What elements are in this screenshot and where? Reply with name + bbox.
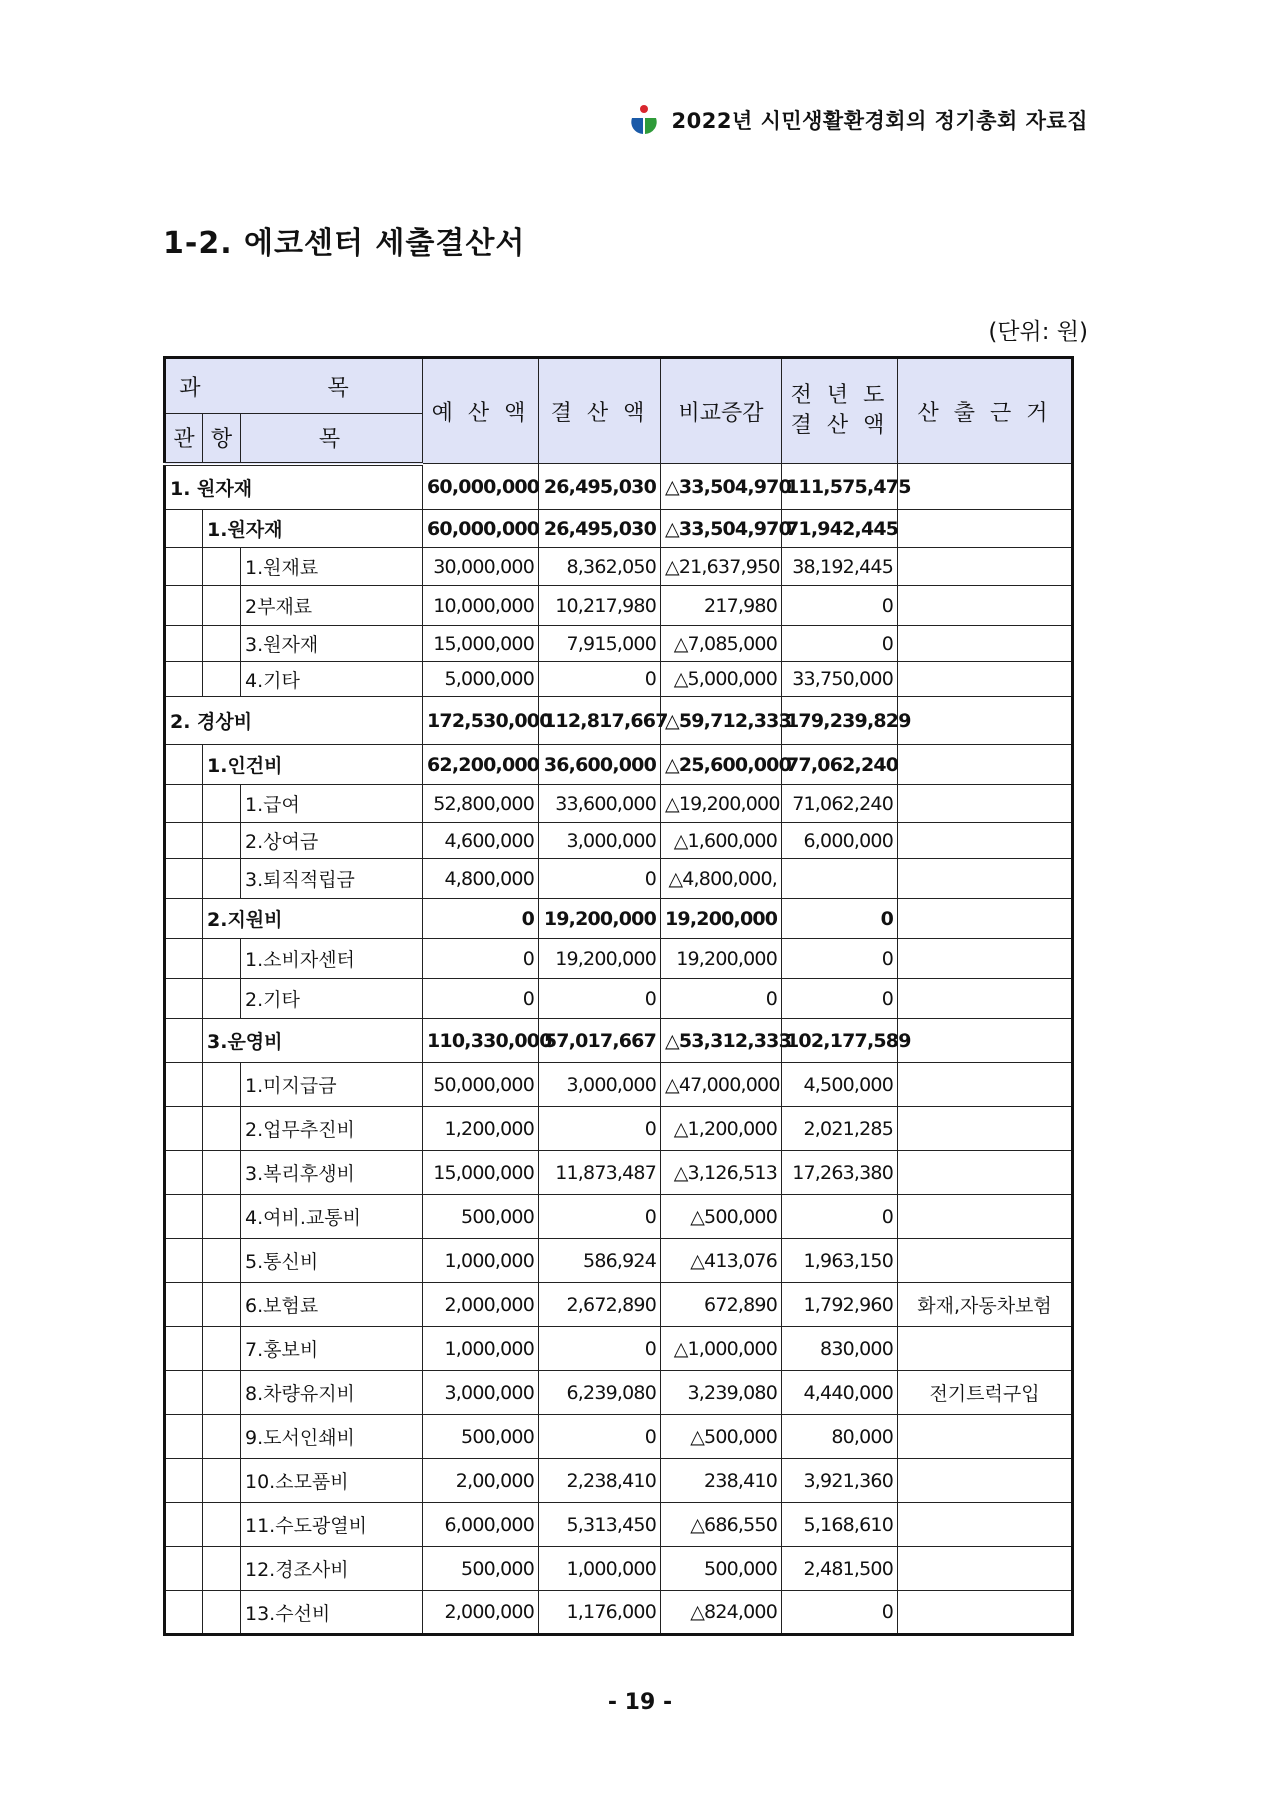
diff-cell: 3,239,080 — [661, 1371, 782, 1415]
budget-cell: 52,800,000 — [423, 785, 539, 823]
row-label: 2.상여금 — [241, 823, 423, 859]
indent-cell — [165, 586, 203, 626]
indent-cell — [165, 1239, 203, 1283]
prev-year-cell: 80,000 — [782, 1415, 898, 1459]
prev-year-cell: 0 — [782, 626, 898, 662]
indent-cell — [165, 510, 203, 548]
diff-cell: △7,085,000 — [661, 626, 782, 662]
settlement-cell: 1,176,000 — [539, 1591, 661, 1635]
budget-cell: 2,000,000 — [423, 1283, 539, 1327]
indent-cell — [203, 1415, 241, 1459]
table-body — [165, 464, 1073, 1635]
gwan-header: 관 — [165, 414, 203, 464]
row-label: 2부재료 — [241, 586, 423, 626]
budget-cell: 500,000 — [423, 1195, 539, 1239]
diff-cell: 672,890 — [661, 1283, 782, 1327]
table-row — [165, 823, 1073, 859]
budget-cell: 172,530,000 — [423, 697, 539, 745]
indent-cell — [165, 662, 203, 697]
indent-cell — [165, 1063, 203, 1107]
budget-cell: 6,000,000 — [423, 1503, 539, 1547]
settlement-cell: 19,200,000 — [539, 939, 661, 979]
budget-cell: 500,000 — [423, 1415, 539, 1459]
diff-cell: △1,200,000 — [661, 1107, 782, 1151]
diff-cell: △824,000 — [661, 1591, 782, 1635]
indent-cell — [203, 1107, 241, 1151]
diff-cell: 238,410 — [661, 1459, 782, 1503]
budget-cell: 1,000,000 — [423, 1239, 539, 1283]
indent-cell — [203, 1283, 241, 1327]
indent-cell — [165, 785, 203, 823]
indent-cell — [203, 586, 241, 626]
table-row — [165, 1151, 1073, 1195]
indent-cell — [165, 823, 203, 859]
indent-cell — [165, 979, 203, 1019]
prev-year-cell: 4,440,000 — [782, 1371, 898, 1415]
row-label: 1.소비자센터 — [241, 939, 423, 979]
indent-cell — [165, 1019, 203, 1063]
settlement-header: 결 산 액 — [539, 358, 661, 464]
diff-cell: △500,000 — [661, 1415, 782, 1459]
table-row — [165, 1415, 1073, 1459]
basis-cell — [898, 662, 1073, 697]
table-row — [165, 1371, 1073, 1415]
settlement-cell: 3,000,000 — [539, 1063, 661, 1107]
budget-cell: 30,000,000 — [423, 548, 539, 586]
indent-cell — [165, 1503, 203, 1547]
prev-year-cell: 1,963,150 — [782, 1239, 898, 1283]
row-label: 2. 경상비 — [165, 697, 423, 745]
indent-cell — [203, 1503, 241, 1547]
basis-cell — [898, 1459, 1073, 1503]
basis-cell — [898, 899, 1073, 939]
basis-cell — [898, 1019, 1073, 1063]
settlement-cell: 26,495,030 — [539, 510, 661, 548]
budget-cell: 15,000,000 — [423, 1151, 539, 1195]
row-label: 7.홍보비 — [241, 1327, 423, 1371]
basis-cell — [898, 1327, 1073, 1371]
indent-cell — [203, 1195, 241, 1239]
row-label: 1.인건비 — [203, 745, 423, 785]
indent-cell — [165, 1547, 203, 1591]
diff-cell: △1,000,000 — [661, 1327, 782, 1371]
prev-year-cell: 17,263,380 — [782, 1151, 898, 1195]
table-row — [165, 1239, 1073, 1283]
diff-cell: △413,076 — [661, 1239, 782, 1283]
basis-cell — [898, 979, 1073, 1019]
indent-cell — [203, 1239, 241, 1283]
budget-cell: 4,600,000 — [423, 823, 539, 859]
indent-cell — [203, 626, 241, 662]
indent-cell — [165, 1107, 203, 1151]
prev-year-cell: 0 — [782, 586, 898, 626]
indent-cell — [203, 1063, 241, 1107]
row-label: 13.수선비 — [241, 1591, 423, 1635]
row-label: 1.미지급금 — [241, 1063, 423, 1107]
budget-cell: 10,000,000 — [423, 586, 539, 626]
prev-year-cell: 1,792,960 — [782, 1283, 898, 1327]
prev-year-cell: 4,500,000 — [782, 1063, 898, 1107]
table-row — [165, 464, 1073, 510]
row-label: 3.퇴직적립금 — [241, 859, 423, 899]
prev-year-cell: 179,239,829 — [782, 697, 898, 745]
indent-cell — [165, 1415, 203, 1459]
basis-cell — [898, 859, 1073, 899]
settlement-cell: 0 — [539, 662, 661, 697]
indent-cell — [165, 548, 203, 586]
prev-year-cell: 0 — [782, 1591, 898, 1635]
prev-year-cell: 33,750,000 — [782, 662, 898, 697]
row-label: 4.여비.교통비 — [241, 1195, 423, 1239]
prev-year-header — [782, 358, 898, 464]
prev-year-cell: 6,000,000 — [782, 823, 898, 859]
budget-cell: 2,00,000 — [423, 1459, 539, 1503]
indent-cell — [165, 1459, 203, 1503]
diff-cell: △1,600,000 — [661, 823, 782, 859]
budget-cell: 0 — [423, 939, 539, 979]
settlement-cell: 586,924 — [539, 1239, 661, 1283]
settlement-cell: 5,313,450 — [539, 1503, 661, 1547]
basis-cell — [898, 548, 1073, 586]
settlement-cell: 0 — [539, 1195, 661, 1239]
basis-cell — [898, 510, 1073, 548]
prev-year-cell: 71,942,445 — [782, 510, 898, 548]
row-label: 2.업무추진비 — [241, 1107, 423, 1151]
basis-cell: 전기트럭구입 — [898, 1371, 1073, 1415]
diff-cell: 0 — [661, 979, 782, 1019]
indent-cell — [203, 785, 241, 823]
row-label: 12.경조사비 — [241, 1547, 423, 1591]
settlement-cell: 26,495,030 — [539, 464, 661, 510]
organization-logo-icon — [628, 104, 660, 136]
indent-cell — [203, 979, 241, 1019]
indent-cell — [203, 859, 241, 899]
settlement-cell: 0 — [539, 979, 661, 1019]
diff-cell: 19,200,000 — [661, 899, 782, 939]
budget-cell: 1,200,000 — [423, 1107, 539, 1151]
hang-header: 항 — [203, 414, 241, 464]
budget-cell: 60,000,000 — [423, 510, 539, 548]
row-label: 1.원자재 — [203, 510, 423, 548]
diff-cell: △25,600,000 — [661, 745, 782, 785]
table-row — [165, 1547, 1073, 1591]
table-row — [165, 1591, 1073, 1635]
basis-cell — [898, 1415, 1073, 1459]
diff-cell: △686,550 — [661, 1503, 782, 1547]
settlement-cell: 8,362,050 — [539, 548, 661, 586]
indent-cell — [203, 662, 241, 697]
prev-year-cell: 5,168,610 — [782, 1503, 898, 1547]
basis-cell — [898, 1591, 1073, 1635]
settlement-cell: 36,600,000 — [539, 745, 661, 785]
basis-cell — [898, 697, 1073, 745]
settlement-cell: 10,217,980 — [539, 586, 661, 626]
page-title: 1-2. 에코센터 세출결산서 — [163, 226, 526, 261]
diff-cell: △3,126,513 — [661, 1151, 782, 1195]
diff-cell: 217,980 — [661, 586, 782, 626]
budget-cell: 15,000,000 — [423, 626, 539, 662]
prev-year-cell: 0 — [782, 899, 898, 939]
basis-cell — [898, 464, 1073, 510]
prev-year-cell: 0 — [782, 1195, 898, 1239]
page-number: - 19 - — [607, 1690, 673, 1715]
header-row-1 — [165, 358, 1073, 414]
row-label: 6.보험료 — [241, 1283, 423, 1327]
settlement-cell: 33,600,000 — [539, 785, 661, 823]
basis-cell — [898, 785, 1073, 823]
indent-cell — [165, 859, 203, 899]
table-row — [165, 899, 1073, 939]
table-row — [165, 979, 1073, 1019]
settlement-cell: 19,200,000 — [539, 899, 661, 939]
settlement-cell: 112,817,667 — [539, 697, 661, 745]
settlement-cell: 7,915,000 — [539, 626, 661, 662]
table-row — [165, 1063, 1073, 1107]
unit-label: (단위: 원) — [988, 319, 1088, 345]
table-row — [165, 1283, 1073, 1327]
indent-cell — [165, 745, 203, 785]
table-row — [165, 662, 1073, 697]
indent-cell — [203, 548, 241, 586]
settlement-cell: 0 — [539, 1107, 661, 1151]
settlement-cell: 2,672,890 — [539, 1283, 661, 1327]
diff-cell: △19,200,000 — [661, 785, 782, 823]
settlement-cell: 57,017,667 — [539, 1019, 661, 1063]
basis-cell — [898, 1547, 1073, 1591]
indent-cell — [203, 1151, 241, 1195]
prev-year-cell: 2,481,500 — [782, 1547, 898, 1591]
basis-cell — [898, 626, 1073, 662]
budget-cell: 2,000,000 — [423, 1591, 539, 1635]
prev-year-cell: 0 — [782, 939, 898, 979]
diff-cell: △21,637,950 — [661, 548, 782, 586]
indent-cell — [203, 1459, 241, 1503]
budget-cell: 50,000,000 — [423, 1063, 539, 1107]
indent-cell — [165, 1371, 203, 1415]
row-label: 1.급여 — [241, 785, 423, 823]
table-row — [165, 510, 1073, 548]
diff-cell: △47,000,000 — [661, 1063, 782, 1107]
settlement-cell: 0 — [539, 1327, 661, 1371]
table-row — [165, 1327, 1073, 1371]
prev-year-cell: 3,921,360 — [782, 1459, 898, 1503]
prev-year-header-line2: 결 산 액 — [790, 413, 889, 438]
expenditure-settlement-table — [163, 356, 1074, 1636]
indent-cell — [203, 939, 241, 979]
settlement-cell: 6,239,080 — [539, 1371, 661, 1415]
diff-header: 비교증감 — [661, 358, 782, 464]
prev-year-cell: 102,177,589 — [782, 1019, 898, 1063]
settlement-cell: 0 — [539, 1415, 661, 1459]
table-row — [165, 548, 1073, 586]
indent-cell — [165, 626, 203, 662]
prev-year-cell — [782, 859, 898, 899]
indent-cell — [165, 1283, 203, 1327]
basis-cell — [898, 939, 1073, 979]
budget-cell: 5,000,000 — [423, 662, 539, 697]
table-row — [165, 859, 1073, 899]
budget-cell: 62,200,000 — [423, 745, 539, 785]
table-row — [165, 626, 1073, 662]
prev-year-cell: 2,021,285 — [782, 1107, 898, 1151]
table-row — [165, 697, 1073, 745]
basis-cell — [898, 823, 1073, 859]
row-label: 4.기타 — [241, 662, 423, 697]
mok-header: 목 — [241, 414, 423, 464]
budget-cell: 60,000,000 — [423, 464, 539, 510]
budget-cell: 0 — [423, 899, 539, 939]
budget-cell: 110,330,000 — [423, 1019, 539, 1063]
document-header — [628, 104, 1088, 136]
basis-header: 산 출 근 거 — [898, 358, 1073, 464]
indent-cell — [165, 1327, 203, 1371]
basis-cell — [898, 1195, 1073, 1239]
basis-cell — [898, 1239, 1073, 1283]
indent-cell — [203, 823, 241, 859]
table-row — [165, 1107, 1073, 1151]
budget-cell: 3,000,000 — [423, 1371, 539, 1415]
table-row — [165, 1019, 1073, 1063]
basis-cell — [898, 1107, 1073, 1151]
basis-cell: 화재,자동차보험 — [898, 1283, 1073, 1327]
prev-year-cell: 77,062,240 — [782, 745, 898, 785]
prev-year-cell: 71,062,240 — [782, 785, 898, 823]
indent-cell — [165, 899, 203, 939]
table-row — [165, 785, 1073, 823]
settlement-cell: 0 — [539, 859, 661, 899]
diff-cell: 500,000 — [661, 1547, 782, 1591]
row-label: 2.기타 — [241, 979, 423, 1019]
settlement-cell: 1,000,000 — [539, 1547, 661, 1591]
row-label: 1. 원자재 — [165, 464, 423, 510]
prev-year-cell: 38,192,445 — [782, 548, 898, 586]
budget-cell: 1,000,000 — [423, 1327, 539, 1371]
table-row — [165, 1459, 1073, 1503]
diff-cell: △33,504,970 — [661, 464, 782, 510]
table-row — [165, 1195, 1073, 1239]
diff-cell: △33,504,970 — [661, 510, 782, 548]
row-label: 3.복리후생비 — [241, 1151, 423, 1195]
prev-year-cell: 830,000 — [782, 1327, 898, 1371]
table-row — [165, 586, 1073, 626]
indent-cell — [203, 1371, 241, 1415]
indent-cell — [165, 1591, 203, 1635]
diff-cell: 19,200,000 — [661, 939, 782, 979]
settlement-cell: 3,000,000 — [539, 823, 661, 859]
diff-cell: △4,800,000, — [661, 859, 782, 899]
diff-cell: △500,000 — [661, 1195, 782, 1239]
basis-cell — [898, 586, 1073, 626]
basis-cell — [898, 1503, 1073, 1547]
row-label: 9.도서인쇄비 — [241, 1415, 423, 1459]
row-label: 1.원재료 — [241, 548, 423, 586]
budget-header: 예 산 액 — [423, 358, 539, 464]
row-label: 3.운영비 — [203, 1019, 423, 1063]
row-label: 10.소모품비 — [241, 1459, 423, 1503]
budget-cell: 0 — [423, 979, 539, 1019]
diff-cell: △59,712,333 — [661, 697, 782, 745]
row-label: 3.원자재 — [241, 626, 423, 662]
row-label: 5.통신비 — [241, 1239, 423, 1283]
indent-cell — [165, 939, 203, 979]
prev-year-cell: 111,575,475 — [782, 464, 898, 510]
prev-year-cell: 0 — [782, 979, 898, 1019]
indent-cell — [203, 1591, 241, 1635]
basis-cell — [898, 745, 1073, 785]
table-row — [165, 745, 1073, 785]
prev-year-header-line1: 전 년 도 — [790, 383, 889, 408]
basis-cell — [898, 1151, 1073, 1195]
table-row — [165, 1503, 1073, 1547]
row-label: 2.지원비 — [203, 899, 423, 939]
settlement-cell: 2,238,410 — [539, 1459, 661, 1503]
diff-cell: △53,312,333 — [661, 1019, 782, 1063]
diff-cell: △5,000,000 — [661, 662, 782, 697]
indent-cell — [203, 1327, 241, 1371]
indent-cell — [203, 1547, 241, 1591]
header-text: 2022년 시민생활환경회의 정기총회 자료집 — [671, 109, 1088, 133]
row-label: 11.수도광열비 — [241, 1503, 423, 1547]
basis-cell — [898, 1063, 1073, 1107]
table-row — [165, 939, 1073, 979]
subject-header: 과 목 — [165, 358, 423, 414]
row-label: 8.차량유지비 — [241, 1371, 423, 1415]
settlement-cell: 11,873,487 — [539, 1151, 661, 1195]
budget-cell: 4,800,000 — [423, 859, 539, 899]
indent-cell — [165, 1151, 203, 1195]
budget-cell: 500,000 — [423, 1547, 539, 1591]
indent-cell — [165, 1195, 203, 1239]
